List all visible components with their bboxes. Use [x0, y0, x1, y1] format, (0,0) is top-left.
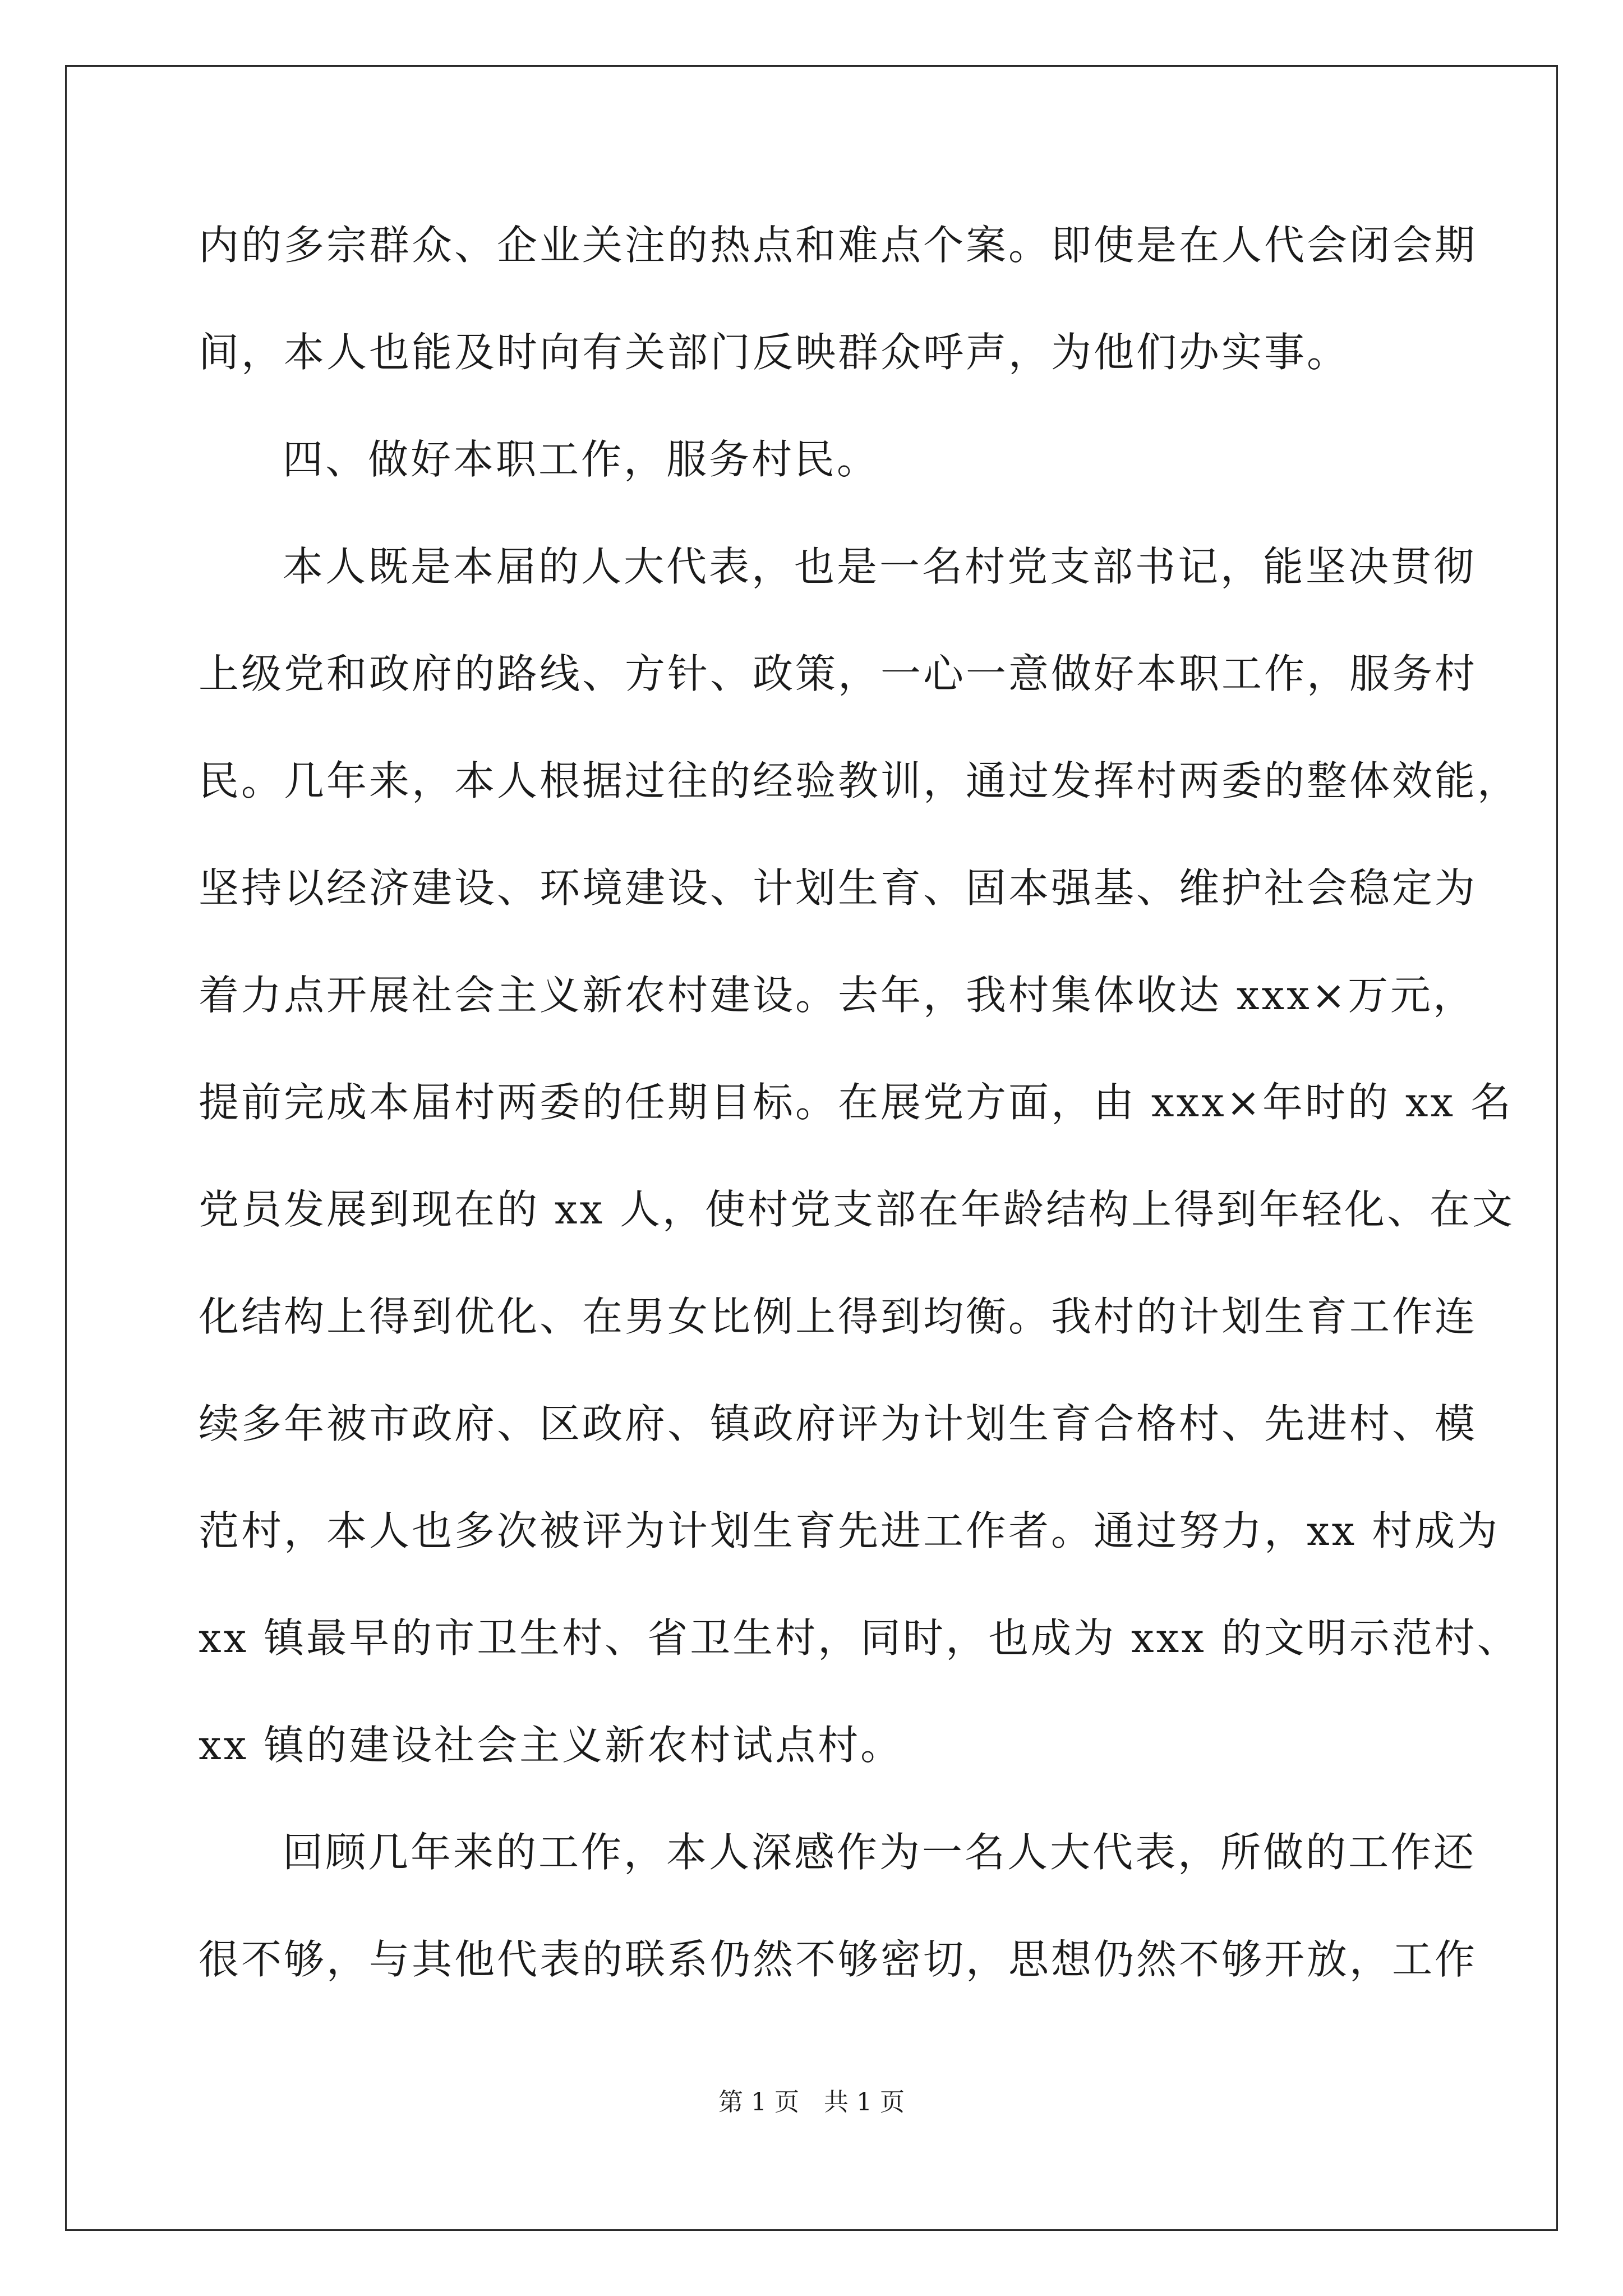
text-line: 民。几年来，本人根据过往的经验教训，通过发挥村两委的整体效能， [199, 757, 1520, 804]
text-line: 上级党和政府的路线、方针、政策，一心一意做好本职工作，服务村 [199, 650, 1478, 697]
text-line: 本人既是本届的人大代表，也是一名村党支部书记，能坚决贯彻 [283, 543, 1477, 590]
text-line: 坚持以经济建设、环境建设、计划生育、固本强基、维护社会稳定为 [199, 864, 1478, 912]
page-number-footer: 第 1 页 共 1 页 [718, 2088, 905, 2116]
text-line: 内的多宗群众、企业关注的热点和难点个案。即使是在人代会闭会期 [199, 222, 1478, 269]
text-line: 间，本人也能及时向有关部门反映群众呼声，为他们办实事。 [199, 329, 1350, 376]
text-line: 化结构上得到优化、在男女比例上得到均衡。我村的计划生育工作连 [199, 1293, 1478, 1340]
text-line: 党员发展到现在的 xx 人，使村党支部在年龄结构上得到年轻化、在文 [199, 1186, 1515, 1233]
section-heading: 四、做好本职工作，服务村民。 [283, 436, 880, 483]
document-body [199, 213, 1520, 2035]
text-line: xx 镇最早的市卫生村、省卫生村，同时，也成为 xxx 的文明示范村、 [199, 1614, 1520, 1662]
text-line: 范村，本人也多次被评为计划生育先进工作者。通过努力，xx 村成为 [199, 1507, 1500, 1554]
text-line: 续多年被市政府、区政府、镇政府评为计划生育合格村、先进村、模 [199, 1400, 1478, 1447]
text-line: 很不够，与其他代表的联系仍然不够密切，思想仍然不够开放，工作 [199, 1936, 1478, 1983]
text-line: xx 镇的建设社会主义新农村试点村。 [199, 1722, 903, 1769]
text-line: 着力点开展社会主义新农村建设。去年，我村集体收达 xxx×万元， [199, 972, 1476, 1019]
text-line: 提前完成本届村两委的任期目标。在展党方面，由 xxx×年时的 xx 名 [199, 1079, 1514, 1126]
text-line: 回顾几年来的工作，本人深感作为一名人大代表，所做的工作还 [283, 1829, 1477, 1876]
